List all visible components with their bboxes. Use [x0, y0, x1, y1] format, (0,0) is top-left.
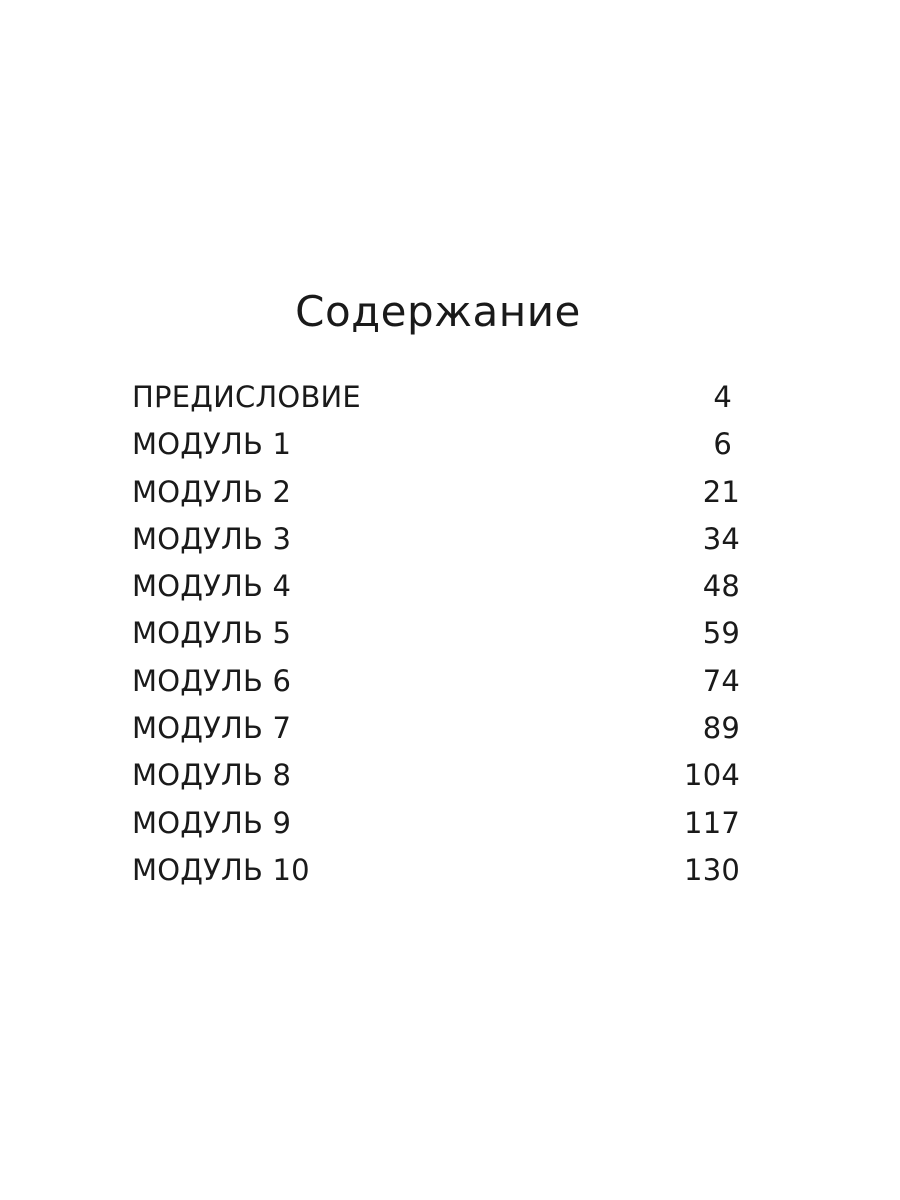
toc-entry-page: 74 [702, 663, 740, 698]
toc-entry-label: МОДУЛЬ 9 [132, 805, 292, 840]
toc-entry-page: 21 [702, 474, 740, 509]
toc-entry-module-9[interactable] [132, 800, 740, 847]
toc-entry-preface[interactable] [132, 374, 740, 421]
toc-entry-label: МОДУЛЬ 3 [132, 521, 292, 556]
toc-entry-page: 48 [702, 569, 740, 604]
toc-entry-module-10[interactable] [132, 847, 740, 894]
toc-entry-module-3[interactable] [132, 516, 740, 563]
toc-entry-label: МОДУЛЬ 2 [132, 474, 292, 509]
toc-entry-module-1[interactable] [132, 421, 740, 468]
toc-entry-page: 6 [713, 427, 732, 462]
toc-entry-page: 117 [684, 805, 740, 840]
toc-entry-label: МОДУЛЬ 5 [132, 616, 292, 651]
toc-entry-label: МОДУЛЬ 8 [132, 758, 292, 793]
toc-entry-module-2[interactable] [132, 469, 740, 516]
toc-entry-page: 104 [684, 758, 740, 793]
toc-entry-module-6[interactable] [132, 658, 740, 705]
toc-entry-label: ПРЕДИСЛОВИЕ [132, 380, 361, 414]
toc-entry-page: 4 [713, 380, 732, 414]
toc-entry-page: 59 [702, 616, 740, 651]
toc-entry-page: 130 [684, 852, 740, 887]
toc-entry-module-5[interactable] [132, 610, 740, 657]
toc-entry-label: МОДУЛЬ 7 [132, 711, 292, 746]
table-of-contents [132, 374, 740, 894]
toc-entry-module-7[interactable] [132, 705, 740, 752]
toc-entry-page: 34 [702, 521, 740, 556]
toc-entry-label: МОДУЛЬ 10 [132, 852, 310, 887]
page-title: Содержание [295, 287, 581, 336]
toc-entry-module-8[interactable] [132, 752, 740, 799]
toc-entry-page: 89 [702, 711, 740, 746]
toc-entry-label: МОДУЛЬ 1 [132, 427, 292, 462]
toc-entry-label: МОДУЛЬ 4 [132, 569, 292, 604]
toc-entry-label: МОДУЛЬ 6 [132, 663, 292, 698]
toc-entry-module-4[interactable] [132, 563, 740, 610]
